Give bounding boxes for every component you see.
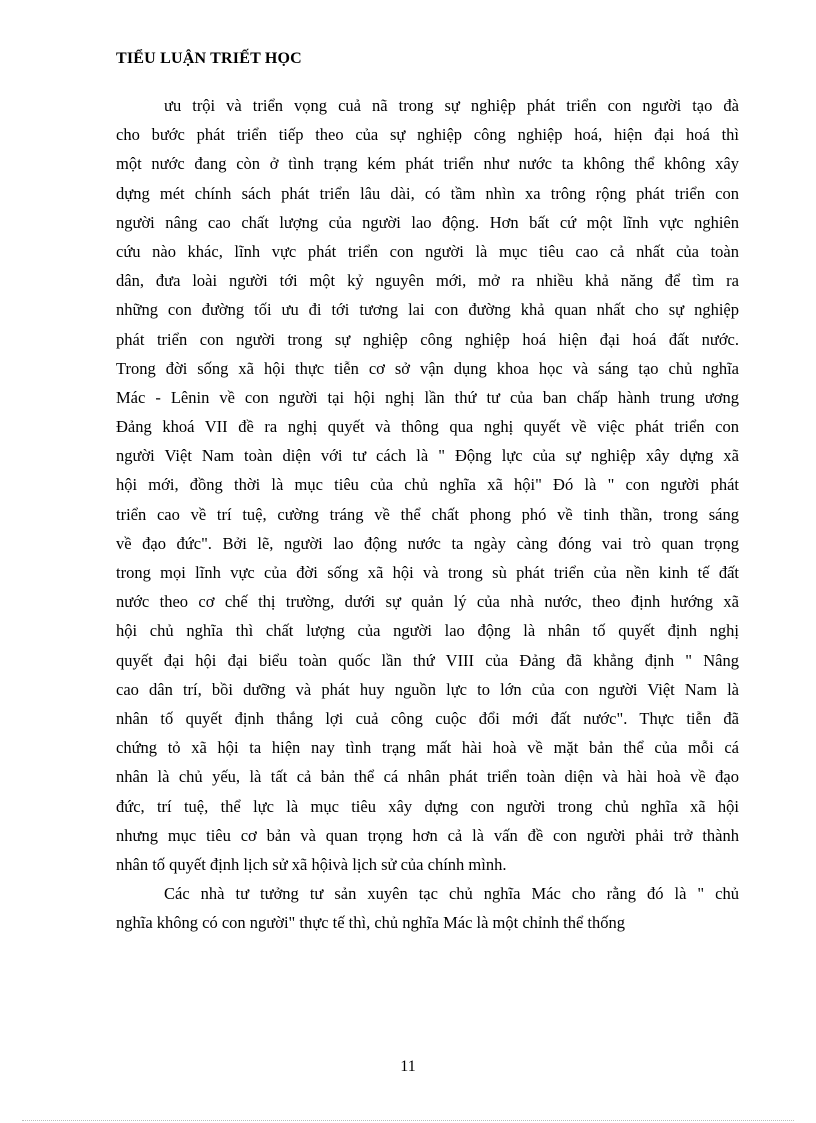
- text-line: quyết đại hội đại biểu toàn quốc lần thứ VIII của Đảng đã khẳng định " Nâng: [116, 650, 739, 670]
- text-line: triển cao về trí tuệ, cường tráng về thể chất phong phó về tinh thần, trong sáng: [116, 504, 739, 524]
- text-line: phát triển con người trong sự nghiệp công nghiệp hoá hiện đại hoá đất nước.: [116, 329, 739, 349]
- text-line: ưu trội và triển vọng cuả nã trong sự nghiệp phát triển con người tạo đà: [164, 96, 739, 115]
- text-line: cho bước phát triển tiếp theo của sự nghiệp công nghiệp hoá, hiện đại hoá thì: [116, 125, 739, 145]
- text-line: Các nhà tư tưởng tư sản xuyên tạc chủ nghĩa Mác cho rằng đó là " chủ: [164, 884, 739, 904]
- text-line: nhân là chủ yếu, là tất cả bản thể cá nhân phát triển toàn diện và hài hoà về đạo: [116, 767, 739, 787]
- text-line: nhân tố quyết định lịch sử xã hộivà lịch sử của chính mình.: [116, 854, 507, 874]
- text-line: trong mọi lĩnh vực của đời sống xã hội và trong sù phát triển của nền kinh tế đất: [116, 563, 739, 582]
- page-header-title: TIỂU LUẬN TRIẾT HỌC: [116, 50, 302, 67]
- text-line: Mác - Lênin về con người tại hội nghị lần thứ tư của ban chấp hành trung ương: [116, 387, 739, 407]
- text-line: về đạo đức". Bởi lẽ, người lao động nước ta ngày càng đóng vai trò quan trọng: [116, 533, 739, 553]
- text-line: một nước đang còn ở tình trạng kém phát triển như nước ta không thể không xây: [116, 154, 739, 174]
- document-body: [116, 91, 739, 937]
- text-line: nghĩa không có con người" thực tế thì, chủ nghĩa Mác là một chỉnh thể thống: [116, 913, 625, 933]
- page-number: 11: [400, 1058, 416, 1075]
- footer-divider: [22, 1120, 794, 1121]
- text-line: cứu nào khác, lĩnh vực phát triển con người là mục tiêu cao cả nhất của toàn: [116, 241, 739, 261]
- text-line: nhân tố quyết định thắng lợi cuả công cuộc đổi mới đất nước". Thực tiễn đã: [116, 708, 739, 728]
- text-line: người Việt Nam toàn diện với tư cách là " Động lực của sự nghiệp xây dựng xã: [116, 446, 739, 466]
- text-line: Đảng khoá VII đề ra nghị quyết và thông qua nghị quyết về việc phát triển con: [116, 417, 739, 437]
- text-line: hội mới, đồng thời là mục tiêu của chủ nghĩa xã hội" Đó là " con người phát: [116, 475, 739, 495]
- text-line: cao dân trí, bồi dưỡng và phát huy nguồn lực to lớn của con người Việt Nam là: [116, 679, 739, 699]
- text-line: những con đường tối ưu đi tới tương lai con đường khả quan nhất cho sự nghiệp: [116, 300, 739, 320]
- text-line: chứng tỏ xã hội ta hiện nay tình trạng mất hài hoà về mặt bản thể của mỗi cá: [116, 738, 739, 758]
- paragraph-2: [116, 879, 739, 937]
- text-line: hội chủ nghĩa thì chất lượng của người lao động là nhân tố quyết định nghị: [116, 621, 739, 641]
- text-line: dựng mét chính sách phát triển lâu dài, có tầm nhìn xa trông rộng phát triển con: [116, 183, 739, 203]
- text-line: nhưng mục tiêu cơ bản và quan trọng hơn cả là vấn đề con người phải trở thành: [116, 825, 739, 845]
- text-line: đức, trí tuệ, thể lực là mục tiêu xây dựng con người trong chủ nghĩa xã hội: [116, 796, 739, 816]
- text-line: Trong đời sống xã hội thực tiễn cơ sở vận dụng khoa học và sáng tạo chủ nghĩa: [116, 358, 739, 378]
- text-line: người nâng cao chất lượng của người lao động. Hơn bất cứ một lĩnh vực nghiên: [116, 212, 739, 232]
- paragraph-1: [116, 91, 739, 879]
- text-line: dân, đưa loài người tới một kỷ nguyên mới, mở ra nhiều khả năng để tìm ra: [116, 271, 739, 291]
- text-line: nước theo cơ chế thị trường, dưới sự quản lý của nhà nước, theo định hướng xã: [116, 592, 739, 612]
